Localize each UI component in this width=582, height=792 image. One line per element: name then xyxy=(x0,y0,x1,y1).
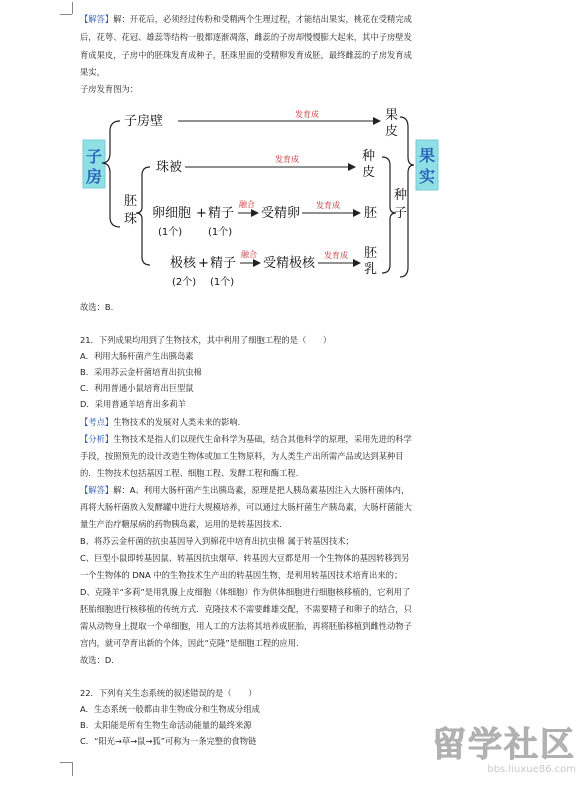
embryo-label: 胚 xyxy=(364,206,378,221)
option-a: A．利用大肠杆菌产生出胰岛素 xyxy=(80,351,194,361)
text-line: 【考点】生物技术的发展对人类未来的影响. xyxy=(80,417,241,427)
polar-nuclei-label: 极核 xyxy=(170,256,197,271)
text-line: C、巨型小鼠即转基因鼠、转基因抗虫烟草、转基因大豆都是用一个生物体的基因转移到另 xyxy=(80,553,410,563)
ovary-label-2: 房 xyxy=(85,167,103,186)
zygote-label: 受精卵 xyxy=(261,206,301,221)
text-line: 果实， xyxy=(80,67,105,77)
text-line: D、克隆羊“多莉”是用乳腺上皮细胞（体细胞）作为供体细胞进行细胞核移植的，它利用了 xyxy=(80,587,411,597)
answer-line-prev: 故选：B. xyxy=(80,302,114,312)
corner-mark-top-left-h xyxy=(60,14,72,15)
plus-a: + xyxy=(196,206,207,221)
ovule-label-2: 珠 xyxy=(124,212,138,227)
plus-b: + xyxy=(198,256,209,271)
seed-coat-label-1: 种 xyxy=(362,149,376,164)
section-tag: 【解答】 xyxy=(80,14,114,24)
pericarp-label-2: 皮 xyxy=(385,124,399,139)
corner-mark-top-left-v xyxy=(72,2,73,14)
corner-mark-bottom-left-v xyxy=(72,762,73,776)
develop-label-c: 发育成 xyxy=(316,201,340,210)
seed-coat-label-2: 皮 xyxy=(362,165,376,180)
fertilized-polar-label: 受精极核 xyxy=(263,256,316,271)
endosperm-label-2: 乳 xyxy=(364,262,378,277)
text-line: 一个生物体的 DNA 中的生物技术生产出的转基因生物，是利用转基因技术培育出来的； xyxy=(80,570,403,580)
text-line: 量生产治疗糖尿病的药物胰岛素，运用的是转基因技术. xyxy=(80,519,282,529)
option-b: B．太阳能是所有生物生命活动能量的最终来源 xyxy=(80,720,252,730)
text-line: 后，花萼、花冠、雄蕊等结构一般都逐渐凋落，雌蕊的子房却慢慢膨大起来，其中子房壁发 xyxy=(80,32,412,42)
text-line: 育成果皮，子房中的胚珠发育成种子，胚珠里面的受精卵发育成胚，最终雌蕊的子房发育成 xyxy=(80,50,412,60)
pericarp-label-1: 果 xyxy=(385,108,399,123)
ovary-label-1: 子 xyxy=(85,147,103,166)
question-title: 22．下列有关生态系统的叙述错误的是（ ） xyxy=(80,688,257,698)
section-tag: 【分析】 xyxy=(80,434,114,444)
ovary-development-diagram xyxy=(80,107,440,297)
section-tag: 【解答】 xyxy=(80,485,114,495)
text-line: 【解答】解：A、利用大肠杆菌产生出胰岛素，原理是把人胰岛素基因注入大肠杆菌体内， xyxy=(80,485,410,495)
site-watermark xyxy=(426,726,576,786)
ovule-label-1: 胚 xyxy=(124,194,138,209)
text-line: 子房发育图为： xyxy=(80,84,139,94)
text-line: B、将苏云金杆菌的抗虫基因导入到棉花中培育出抗虫棉 属于转基因技术； xyxy=(80,536,354,546)
count-sperm-b: (1个) xyxy=(210,277,235,288)
text-line: 【解答】解：开花后，必须经过传粉和受精两个生理过程，才能结出果实，桃花在受精完成 xyxy=(80,14,412,24)
count-polar: (2个) xyxy=(172,277,197,288)
develop-label-a: 发育成 xyxy=(295,110,319,119)
develop-label-b: 发育成 xyxy=(275,155,299,164)
option-a: A．生态系统一般都由非生物成分和生物成分组成 xyxy=(80,704,260,714)
text-line: 需从动物身上提取一个单细胞，用人工的方法将其培养成胚胎，再将胚胎移植到雌性动物子 xyxy=(80,621,412,631)
option-d: D．采用普通羊培育出多莉羊 xyxy=(80,399,186,409)
seed-label-1: 种 xyxy=(394,188,408,203)
fuse-label-a: 融合 xyxy=(239,200,255,209)
text-line: 宫内，就可孕育出新的个体，因此“克隆”是细胞工程的应用． xyxy=(80,638,305,648)
text-line: 再将大肠杆菌放入发酵罐中进行大规模培养，可以通过大肠杆菌生产胰岛素，大肠杆菌能大 xyxy=(80,502,412,512)
count-sperm-a: (1个) xyxy=(208,227,233,238)
text-line: 【分析】生物技术是指人们以现代生命科学为基础，结合其他科学的原理，采用先进的科学 xyxy=(80,434,412,444)
sperm-label-b: 精子 xyxy=(210,256,237,271)
fruit-label-2: 实 xyxy=(418,167,436,186)
text-line: 的．生物技术包括基因工程、细胞工程、发酵工程和酶工程. xyxy=(80,468,299,478)
egg-cell-label: 卵细胞 xyxy=(152,206,192,221)
ovule-brace xyxy=(136,167,150,265)
watermark-logo-text: 留学社区 xyxy=(432,725,576,765)
develop-label-d: 发育成 xyxy=(324,251,348,260)
seed-label-2: 子 xyxy=(394,206,408,221)
count-egg: (1个) xyxy=(158,227,183,238)
text-line: 胚胎细胞进行核移植的传统方式．克隆技术不需要雌雄交配，不需要精子和卵子的结合，只 xyxy=(80,604,412,614)
option-b: B．采用苏云金杆菌培育出抗虫棉 xyxy=(80,367,202,377)
section-tag: 【考点】 xyxy=(80,417,114,427)
fruit-label-1: 果 xyxy=(418,146,436,165)
endosperm-label-1: 胚 xyxy=(364,246,378,261)
fuse-label-b: 融合 xyxy=(241,250,257,259)
integument-label: 珠被 xyxy=(156,160,183,175)
text-line: 手段，按照预先的设计改造生物体或加工生物原料，为人类生产出所需产品或达到某种目 xyxy=(80,451,404,461)
option-c: C．“阳光→草→鼠→狐”可称为一条完整的食物链 xyxy=(80,736,257,746)
ovary-wall-label: 子房壁 xyxy=(124,114,164,129)
watermark-url: bbs.liuxue86.com xyxy=(487,764,576,775)
corner-mark-bottom-left-h xyxy=(60,762,72,763)
option-c: C．利用普通小鼠培育出巨型鼠 xyxy=(80,383,194,393)
sperm-label-a: 精子 xyxy=(208,206,235,221)
question-title: 21．下列成果均用到了生物技术，其中利用了细胞工程的是（ ） xyxy=(80,335,332,345)
answer-line: 故选：D. xyxy=(80,655,114,665)
